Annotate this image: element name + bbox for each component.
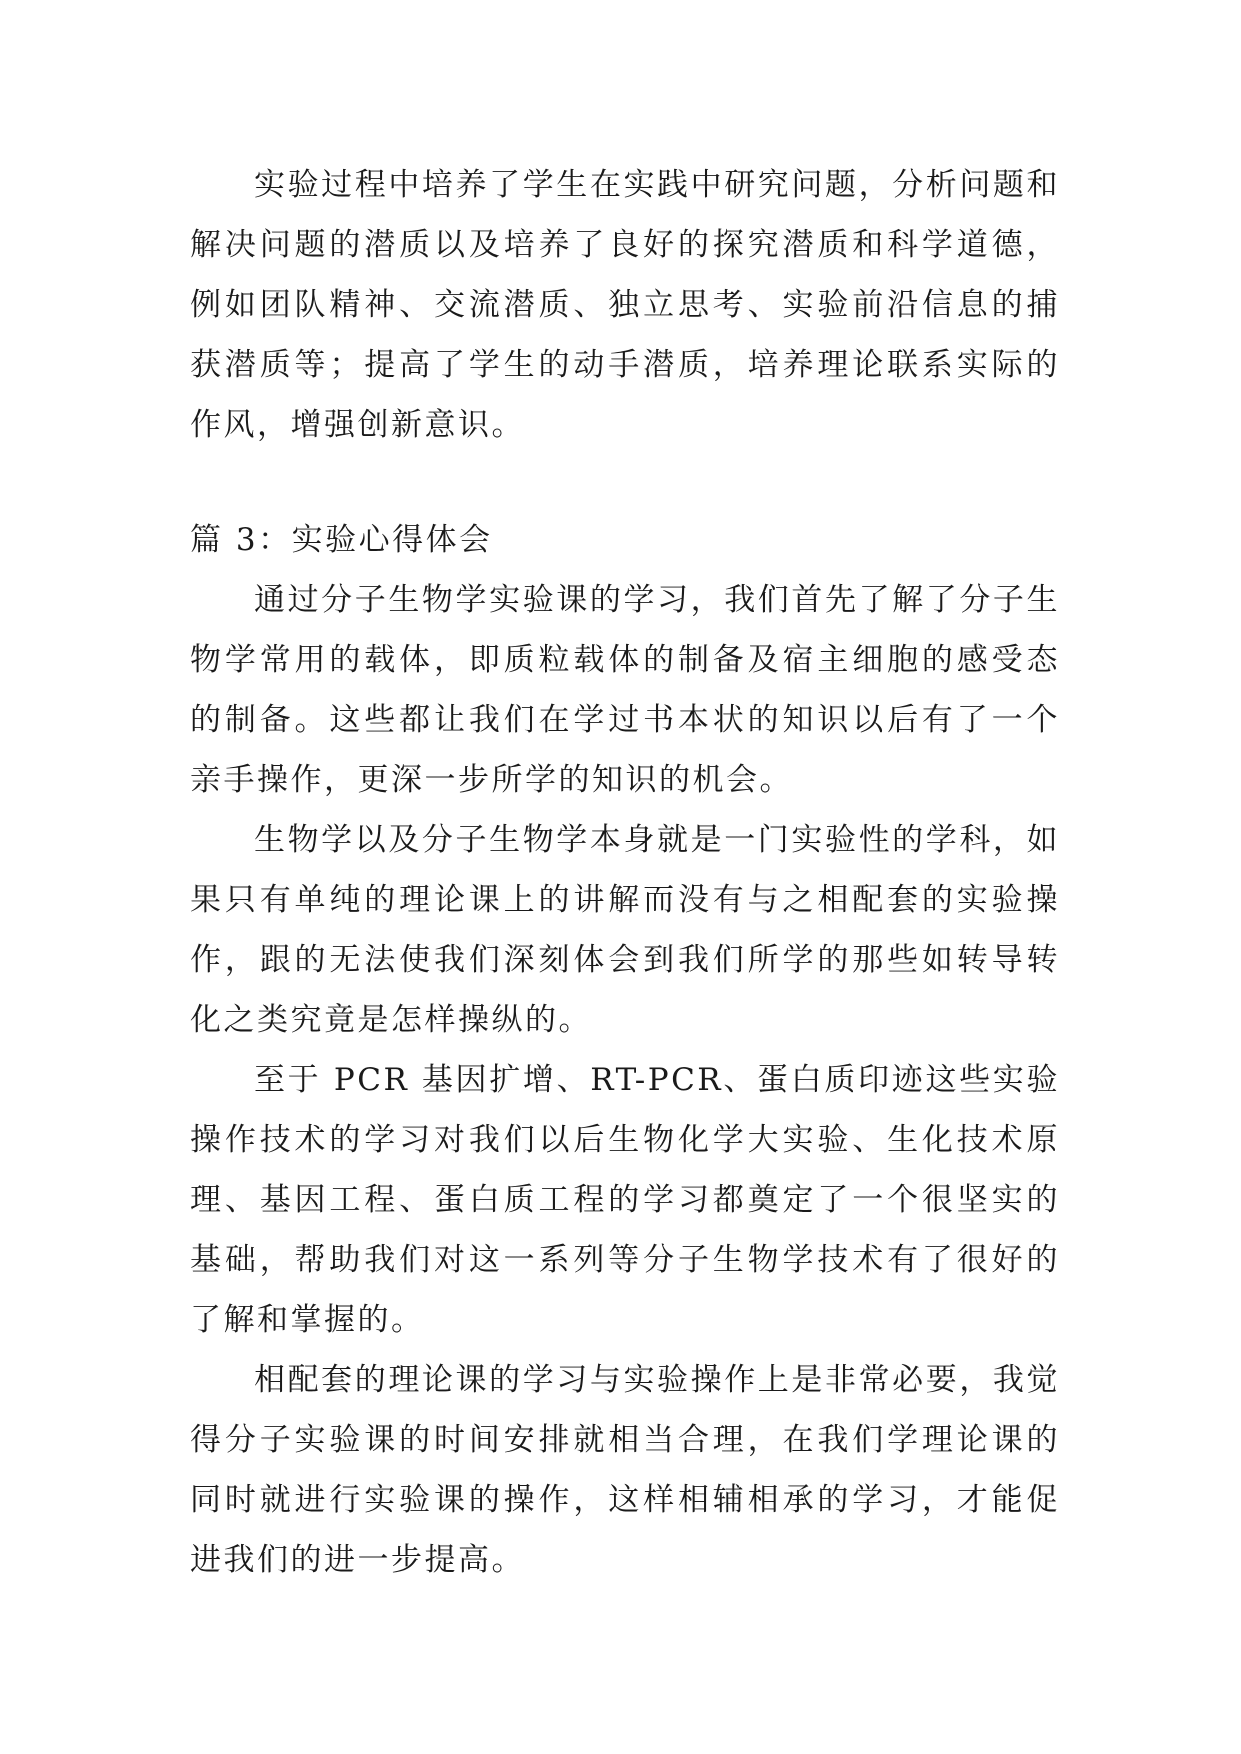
document-body [190, 155, 1060, 1590]
paragraph-2: 通过分子生物学实验课的学习，我们首先了解了分子生物学常用的载体，即质粒载体的制备及宿主细胞的感受态的制备。这些都让我们在学过书本状的知识以后有了一个亲手操作，更深一步所学的知识的机会。 [190, 582, 1060, 798]
paragraph-3: 生物学以及分子生物学本身就是一门实验性的学科，如果只有单纯的理论课上的讲解而没有与之相配套的实验操作，跟的无法使我们深刻体会到我们所学的那些如转导转化之类究竟是怎样操纵的。 [190, 822, 1060, 1038]
section-heading: 篇 3：实验心得体会 [190, 522, 493, 558]
paragraph-5: 相配套的理论课的学习与实验操作上是非常必要，我觉得分子实验课的时间安排就相当合理，在我们学理论课的同时就进行实验课的操作，这样相辅相承的学习，才能促进我们的进一步提高。 [190, 1362, 1060, 1578]
paragraph-1: 实验过程中培养了学生在实践中研究问题，分析问题和解决问题的潜质以及培养了良好的探究潜质和科学道德，例如团队精神、交流潜质、独立思考、实验前沿信息的捕获潜质等；提高了学生的动手潜质，培养理论联系实际的作风，增强创新意识。 [190, 167, 1060, 443]
paragraph-4: 至于 PCR 基因扩增、RT-PCR、蛋白质印迹这些实验操作技术的学习对我们以后生物化学大实验、生化技术原理、基因工程、蛋白质工程的学习都奠定了一个很坚实的基础，帮助我们对这一系列等分子生物学技术有了很好的了解和掌握的。 [190, 1062, 1060, 1338]
